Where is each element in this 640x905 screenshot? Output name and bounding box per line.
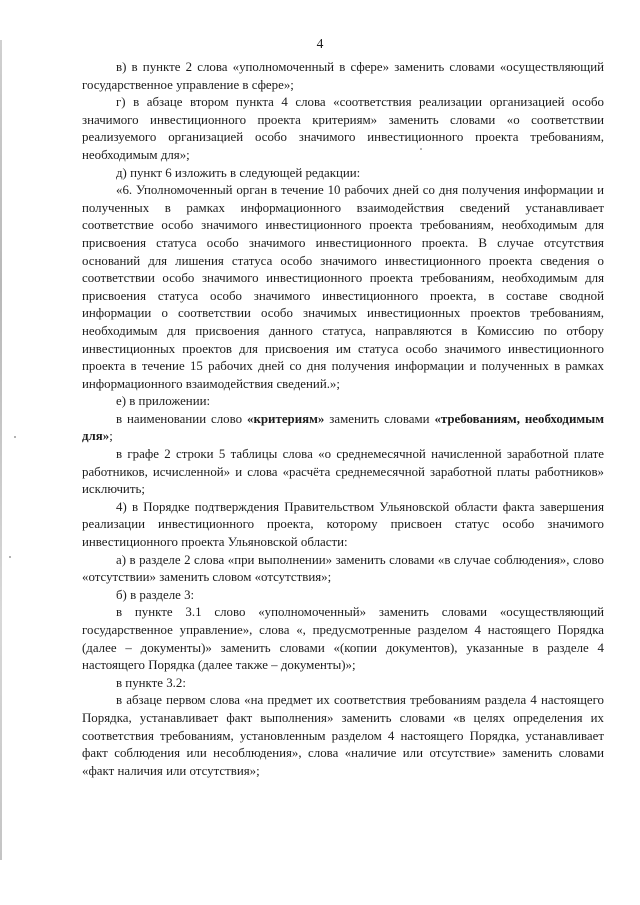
appendix-bold-criteria: «критериям» — [247, 411, 325, 426]
paragraph-point-3-1: в пункте 3.1 слово «уполномоченный» заменить словами «осуществляющий государственное управление», слова «, предусмотренные разделом 4 настоящего Порядка (далее – документы)» заменить словами «(копии документов), указанные в разделе 4 настоящего Порядка (далее также – документы)»; — [82, 605, 604, 673]
paragraph-4: 4) в Порядке подтверждения Правительством Ульяновской области факта завершения реализации инвестиционного проекта, которому присвоен статус особо значимого инвестиционного проекта Ульяновской области: — [82, 499, 604, 550]
paragraph-appendix-title — [82, 411, 604, 446]
scan-speck — [14, 436, 16, 438]
paragraph-first-clause: в абзаце первом слова «на предмет их соответствия требованиям раздела 4 настоящего Порядка, устанавливает факт выполнения» заменить словами «в целях определения их соответствия требованиям, установленным разделом 4 настоящего Порядка, устанавливает факт соблюдения или несоблюдения», слова «наличие или отсутствие» заменить словами «факт наличия или отсутствия»; — [82, 693, 604, 778]
appendix-text-after: ; — [109, 429, 113, 444]
document-body — [82, 59, 604, 780]
paragraph-a: а) в разделе 2 слова «при выполнении» заменить словами «в случае соблюдения», слово «отсутствии» заменить словом «отсутствия»; — [82, 552, 604, 585]
paragraph-d: д) пункт 6 изложить в следующей редакции: — [116, 165, 361, 180]
appendix-text-before: в наименовании слово — [116, 411, 248, 426]
page-number: 4 — [316, 36, 324, 51]
scan-speck — [420, 148, 422, 150]
paragraph-g: г) в абзаце втором пункта 4 слова «соответствия реализации организацией особо значимого инвестиционного проекта критериям» заменить словами «о соответствии реализуемого организацией особо значимого инвестиционного проекта требованиям, необходимым для»; — [82, 95, 604, 162]
scan-edge-shadow — [0, 40, 2, 860]
scan-speck — [9, 556, 11, 558]
appendix-text-middle: заменить словами — [324, 411, 435, 426]
appendix-bold-requirements: «требованиям, необходимым для» — [82, 411, 605, 444]
paragraph-point-6: «6. Уполномоченный орган в течение 10 рабочих дней со дня получения информации и полученных в рамках информационного взаимодействия сведений устанавливает соответствие особо значимого инвестиционного проекта требованиям, необходимым для присвоения статуса особо значимого инвестиционного проекта. В случае отсутствия оснований для лишения статуса особо значимого инвестиционного проекта сведения о соответствии особо значимого инвестиционного проекта требованиям, необходимым для присвоения статуса особо значимого инвестиционного проекта, в составе сводной информации о соответствии особо значимых инвестиционных проектов требованиям, необходимым для присвоения данного статуса, направляются в Комиссию по отбору инвестиционных проектов для присвоения им статуса особо значимого инвестиционного проекта в течение 15 рабочих дней со дня получения информации и полученных в рамках информационного взаимодействия сведений.»; — [82, 183, 604, 391]
paragraph-e: е) в приложении: — [116, 394, 211, 409]
paragraph-b: б) в разделе 3: — [116, 587, 195, 602]
paragraph-column-2: в графе 2 строки 5 таблицы слова «о среднемесячной начисленной заработной плате работников, исчисленной» и слова «расчёта среднемесячной заработной платы работников» исключить; — [82, 447, 604, 497]
paragraph-point-3-2: в пункте 3.2: — [116, 675, 186, 690]
paragraph-v: в) в пункте 2 слова «уполномоченный в сфере» заменить словами «осуществляющий государственное управление в сфере»; — [82, 60, 604, 92]
